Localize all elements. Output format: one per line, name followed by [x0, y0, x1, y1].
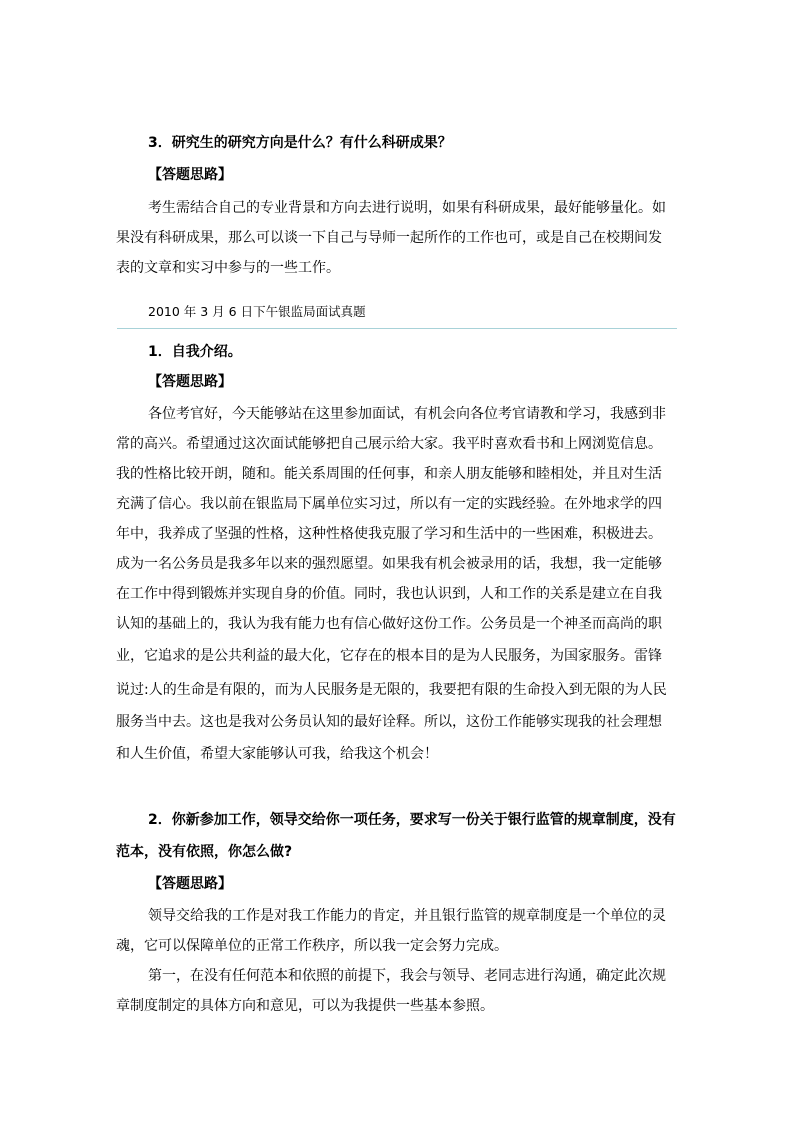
- section-divider: [117, 328, 677, 329]
- question-2-answer-line: 章制度制定的具体方向和意见，可以为我提供一些基本参照。: [116, 998, 494, 1014]
- question-1-answer-line: 常的高兴。希望通过这次面试能够把自己展示给大家。我平时喜欢看书和上网浏览信息。: [116, 436, 662, 452]
- question-1-answer-line: 我的性格比较开朗，随和。能关系周围的任何事，和亲人朋友能够和睦相处，并且对生活: [116, 466, 662, 482]
- question-1-answer-line: 说过:人的生命是有限的，而为人民服务是无限的，我要把有限的生命投入到无限的为人民: [116, 682, 667, 698]
- question-1-answer-line: 业，它追求的是公共利益的最大化，它存在的根本目的是为人民服务，为国家服务。雷锋: [116, 648, 662, 664]
- question-1-answer-line: 成为一名公务员是我多年以来的强烈愿望。如果我有机会被录用的话，我想，我一定能够: [116, 556, 662, 572]
- question-1-hint-label: 【答题思路】: [148, 374, 232, 390]
- question-2-answer-line: 魂，它可以保障单位的正常工作秩序，所以我一定会努力完成。: [116, 938, 508, 954]
- question-1-answer-line: 充满了信心。我以前在银监局下属单位实习过，所以有一定的实践经验。在外地求学的四: [116, 496, 662, 512]
- question-2-answer-line: 领导交给我的工作是对我工作能力的肯定，并且银行监管的规章制度是一个单位的灵: [148, 908, 666, 924]
- question-3-answer-line: 表的文章和实习中参与的一些工作。: [116, 260, 340, 276]
- question-1-answer-line: 在工作中得到锻炼并实现自身的价值。同时，我也认识到，人和工作的关系是建立在自我: [116, 586, 662, 602]
- question-2-title-line: 2．你新参加工作，领导交给你一项任务，要求写一份关于银行监管的规章制度，没有: [148, 812, 676, 828]
- question-2-hint-label: 【答题思路】: [148, 876, 232, 892]
- question-2-answer-line: 第一，在没有任何范本和依照的前提下，我会与领导、老同志进行沟通，确定此次规: [148, 968, 666, 984]
- question-1-answer-line: 和人生价值，希望大家能够认可我，给我这个机会！: [116, 746, 438, 762]
- section-heading: 2010 年 3 月 6 日下午银监局面试真题: [148, 304, 366, 319]
- question-1-answer-line: 认知的基础上的，我认为我有能力也有信心做好这份工作。公务员是一个神圣而高尚的职: [116, 616, 662, 632]
- question-3-answer-line: 考生需结合自己的专业背景和方向去进行说明，如果有科研成果，最好能够量化。如: [148, 200, 666, 216]
- question-1-title: 1．自我介绍。: [148, 344, 242, 360]
- question-1-answer-line: 各位考官好，今天能够站在这里参加面试，有机会向各位考官请教和学习，我感到非: [148, 406, 666, 422]
- question-2-title-line: 范本，没有依照，你怎么做?: [116, 844, 293, 860]
- question-3-hint-label: 【答题思路】: [148, 167, 232, 183]
- question-3-title: 3．研究生的研究方向是什么？有什么科研成果？: [148, 135, 452, 151]
- question-1-answer-line: 服务当中去。这也是我对公务员认知的最好诠释。所以，这份工作能够实现我的社会理想: [116, 714, 662, 730]
- question-3-answer-line: 果没有科研成果，那么可以谈一下自己与导师一起所作的工作也可，或是自己在校期间发: [116, 230, 662, 246]
- question-1-answer-line: 年中，我养成了坚强的性格，这种性格使我克服了学习和生活中的一些困难，积极进去。: [116, 526, 662, 542]
